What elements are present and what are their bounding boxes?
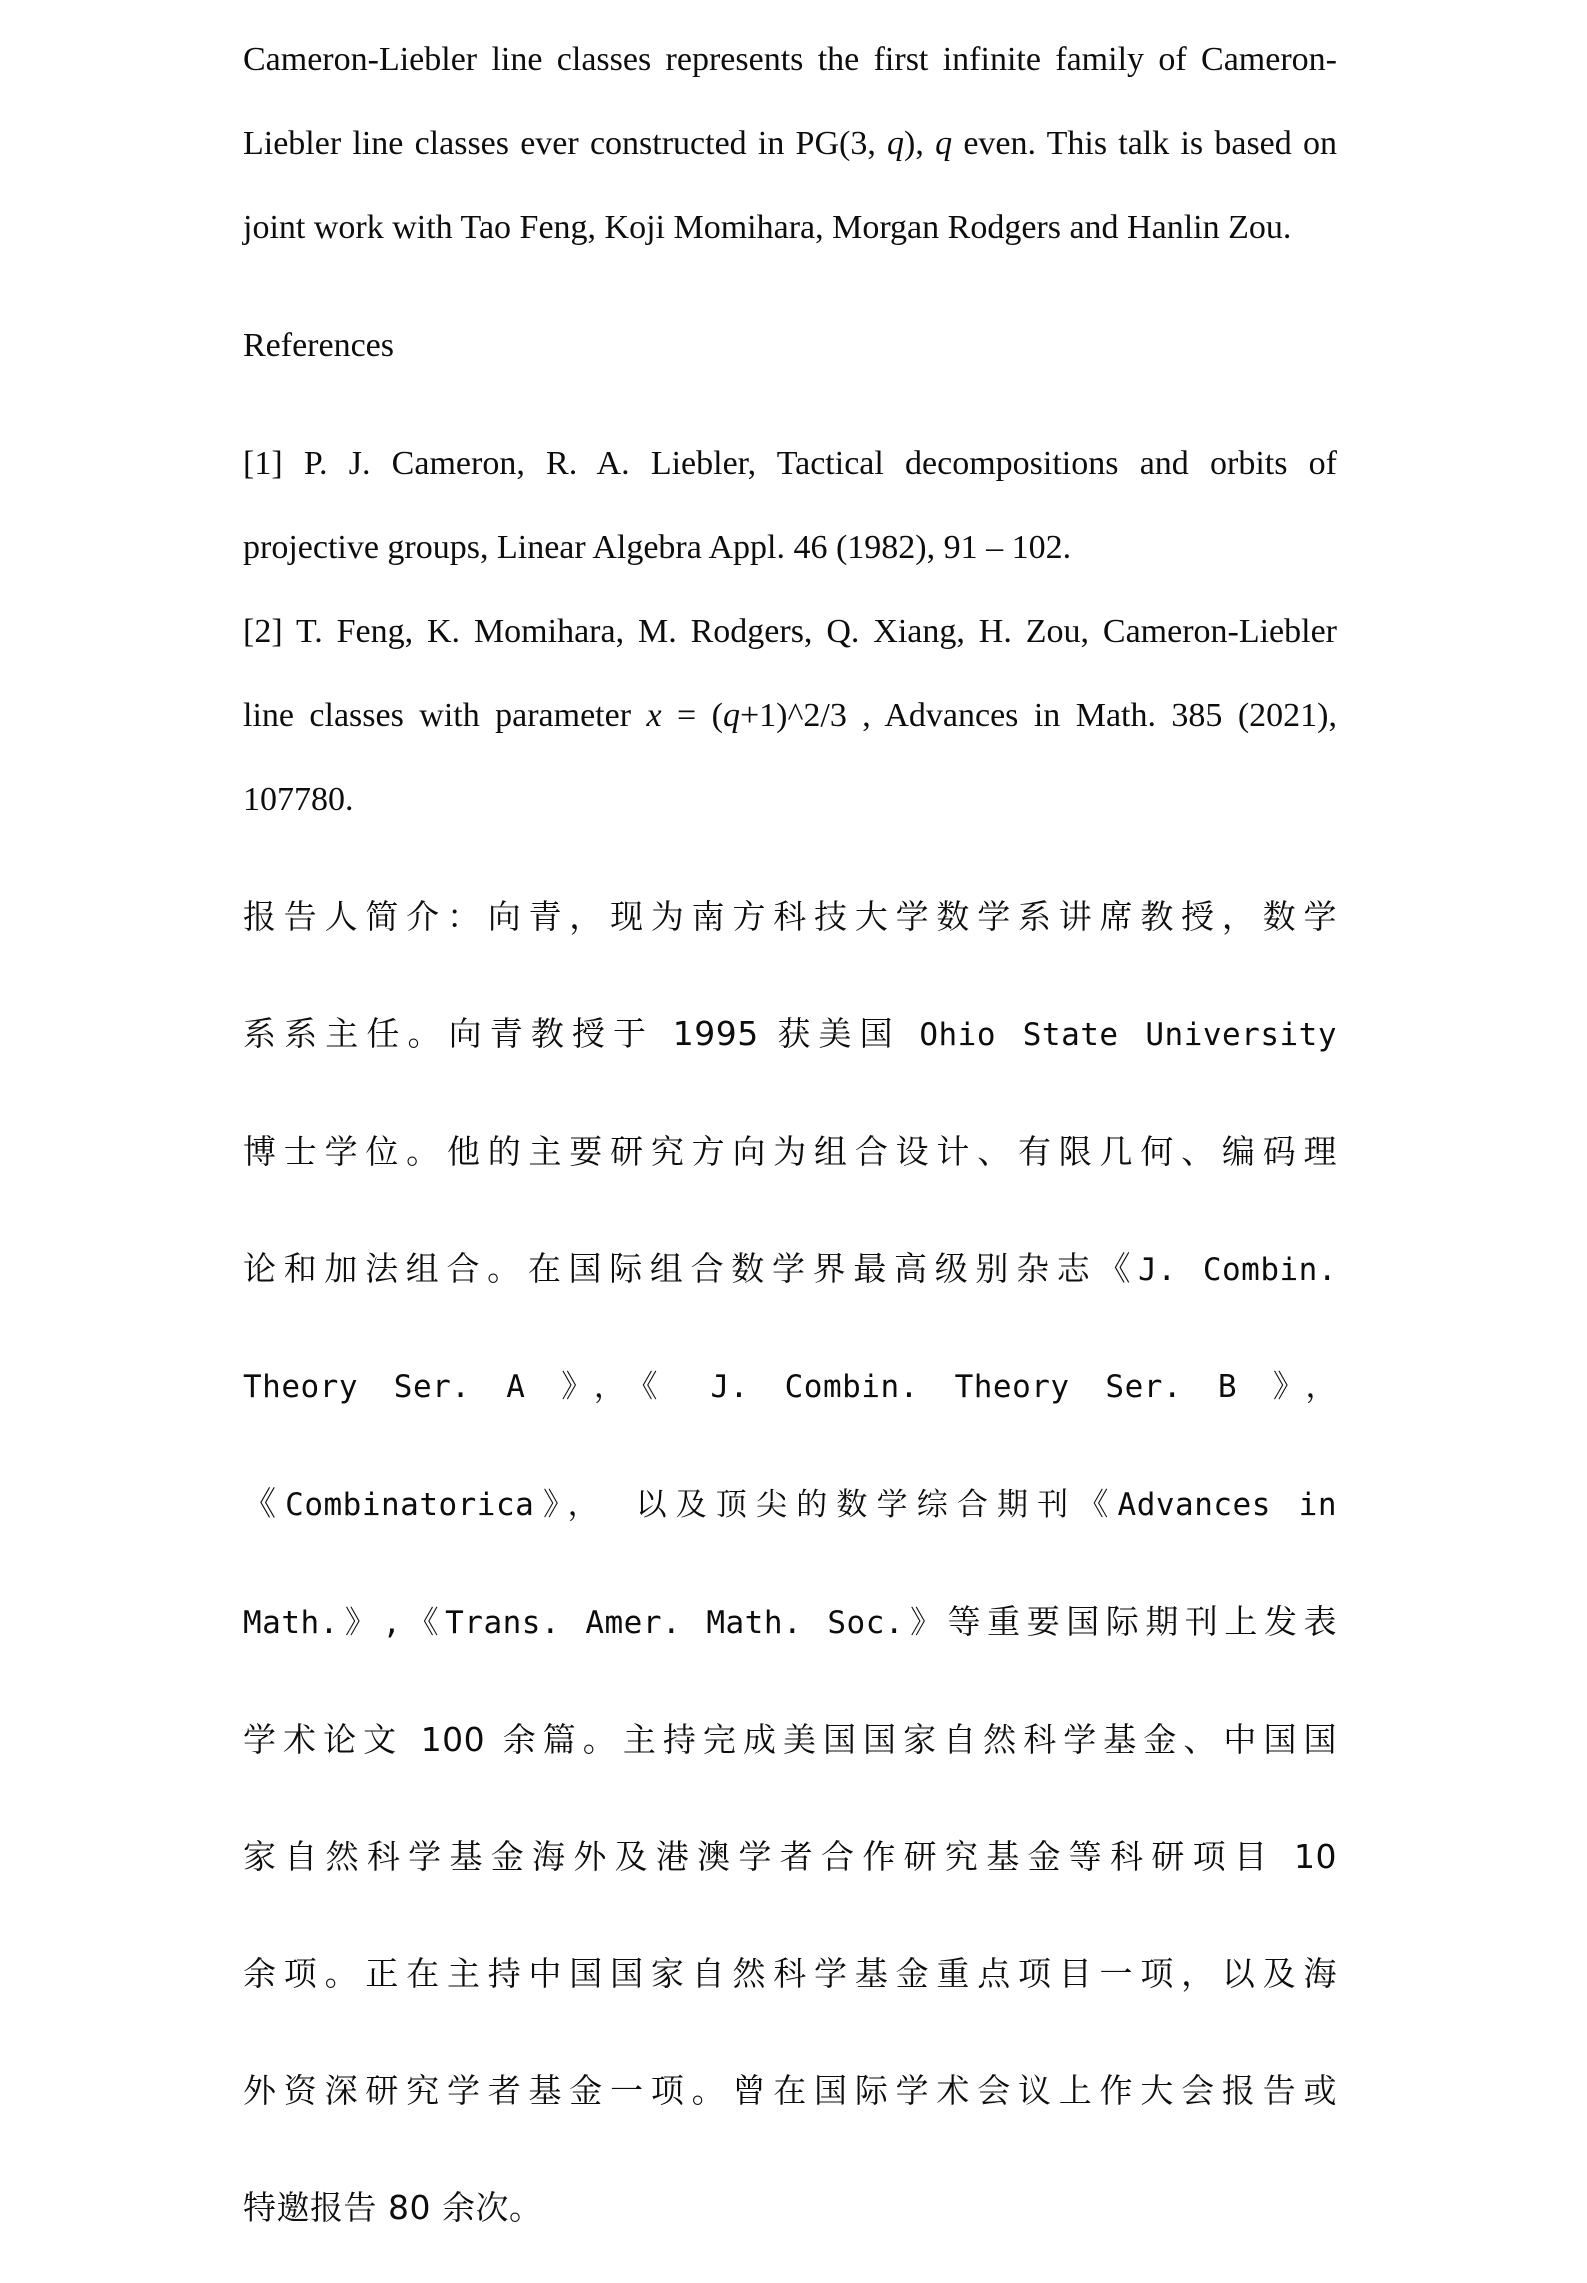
speaker-bio-line-3-cjk: 博士学位。他的主要研究方向为组合设计、有限几何、编码理	[243, 1132, 1337, 1171]
references-heading: References	[243, 327, 395, 364]
reference-item-2	[243, 590, 1337, 842]
speaker-bio-line-10: 余项。正在主持中国国家自然科学基金重点项目一项，以及海	[243, 1954, 1337, 1993]
speaker-bio-line-6	[243, 1462, 1337, 1547]
speaker-bio-line-7	[243, 1580, 1337, 1665]
abstract-run-2: ),	[904, 125, 936, 162]
speaker-bio-line-8: 学术论文 100 余篇。主持完成美国国家自然科学基金、中国国	[243, 1720, 1337, 1759]
abstract-math-q1: q	[887, 125, 905, 162]
speaker-bio-line-2	[243, 992, 1337, 1077]
speaker-bio-line-5: Theory Ser. A 》，《 J. Combin. Theory Ser. B 》，	[243, 1369, 1337, 1405]
speaker-bio-line-6-cjk: 《	[243, 1484, 286, 1523]
speaker-bio-line-1-text: 向青，现为南方科技大学数学系讲席教授，数学	[487, 897, 1338, 936]
reference-2-math-q: q	[722, 697, 740, 734]
speaker-bio-line-3	[243, 1110, 1337, 1194]
reference-2-math-mid: = (	[661, 697, 723, 734]
reference-item-1	[243, 422, 1337, 590]
speaker-bio-line-4	[243, 1227, 1337, 1312]
speaker-bio-line-7-cjk: 等重要国际期刊上发表	[947, 1602, 1338, 1641]
reference-2-marker: [2]	[243, 613, 283, 650]
abstract-run-3: even. This talk is based on joint work with Tao Feng, Koji Momihara, Morgan Rodgers and Hanlin Zou.	[243, 125, 1337, 246]
reference-1-marker: [1]	[243, 445, 283, 482]
speaker-bio-line-9: 家自然科学基金海外及港澳学者合作研究基金等科研项目 10	[243, 1837, 1337, 1876]
speaker-bio-line-4-cjk: 论和加法组合。在国际组合数学界最高级别杂志《	[243, 1249, 1139, 1288]
reference-2-text-after: , Advances in Math. 385 (2021), 107780.	[243, 697, 1338, 818]
abstract-tail-paragraph	[243, 18, 1337, 270]
speaker-bio-line-12: 特邀报告 80 余次。	[243, 2188, 543, 2227]
reference-1-text: P. J. Cameron, R. A. Liebler, Tactical decompositions and orbits of projective groups, Linear Algebra Appl. 46 (1982), 91 – 102.	[243, 445, 1337, 566]
speaker-bio-line-4-mono: J. Combin.	[1138, 1252, 1337, 1288]
speaker-bio-block	[243, 875, 1337, 2250]
speaker-bio-line-1	[243, 875, 1337, 959]
speaker-bio-line-11: 外资深研究学者基金一项。曾在国际学术会议上作大会报告或	[243, 2071, 1337, 2110]
reference-2-math-x: x	[646, 697, 662, 734]
speaker-bio-line-6-mono: Combinatorica》， 以及顶尖的数学综合期刊《Advances in	[285, 1487, 1338, 1523]
speaker-bio-label: 报告人简介：	[243, 897, 488, 936]
reference-2-text-before: T. Feng, K. Momihara, M. Rodgers, Q. Xiang, H. Zou, Cameron-Liebler line classes with parameter	[243, 613, 1338, 734]
reference-2-math-after: +1)^2/3	[739, 697, 863, 734]
speaker-bio-line-2-mono: Ohio State University	[919, 1017, 1337, 1053]
abstract-run-1: Cameron-Liebler line classes represents the first infinite family of Cameron-Liebler line classes ever constructed in PG(3,	[243, 41, 1337, 162]
speaker-bio-line-2-cjk: 系系主任。向青教授于 1995 获美国	[243, 1014, 920, 1053]
speaker-bio-line-7-mono: Math.》,《Trans. Amer. Math. Soc.》	[243, 1605, 948, 1641]
abstract-math-q2: q	[935, 125, 953, 162]
